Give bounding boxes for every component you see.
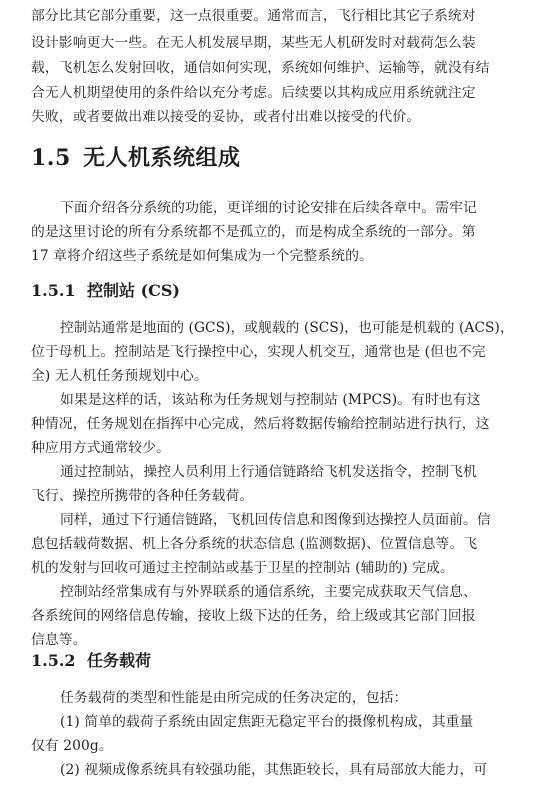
paragraph-line: 仅有 200g。 <box>31 738 113 754</box>
paragraph-line: 全) 无人机任务预规划中心。 <box>31 368 208 384</box>
subsection-heading <box>31 650 151 672</box>
section-title: 无人机系统组成 <box>83 145 241 171</box>
paragraph-line: 位于母机上。控制站是飞行操控中心，实现人机交互，通常也是 (但也不完 <box>31 344 486 360</box>
paragraph-line: (2) 视频成像系统具有较强功能，其焦距较长，具有局部放大能力，可 <box>60 762 488 778</box>
subsection-title: 任务载荷 <box>87 651 152 670</box>
paragraph-line: 机的发射与回收可通过主控制站或基于卫星的控制站 (辅助的) 完成。 <box>31 560 454 576</box>
paragraph-line: 同样，通过下行通信链路，飞机回传信息和图像到达操控人员面前。信 <box>60 512 491 528</box>
section-paragraph-line: 17 章将介绍这些子系统是如何集成为一个完整系统的。 <box>31 248 373 264</box>
paragraph-line: (1) 简单的载荷子系统由固定焦距无稳定平台的摄像机构成，其重量 <box>60 714 474 730</box>
subsection-number: 1.5.2 <box>31 651 76 670</box>
section-heading <box>31 143 241 173</box>
paragraph-line: 控制站经常集成有与外界联系的通信系统，主要完成获取天气信息、 <box>60 584 477 600</box>
paragraph-line: 任务载荷的类型和性能是由所完成的任务决定的，包括： <box>60 690 408 706</box>
paragraph-line: 种情况，任务规划在指挥中心完成，然后将数据传输给控制站进行执行，这 <box>31 416 490 432</box>
intro-line: 失败，或者要做出难以接受的妥协，或者付出难以接受的代价。 <box>31 109 421 125</box>
paragraph-line: 各系统间的网络信息传输，接收上级下达的任务，给上级或其它部门回报 <box>31 608 476 624</box>
paragraph-line: 控制站通常是地面的 (GCS)，或舰载的 (SCS)，也可能是机载的 (ACS)， <box>60 320 514 336</box>
intro-line: 合无人机期望使用的条件给以充分考虑。后续要以其构成应用系统就注定 <box>31 85 476 101</box>
paragraph-line: 通过控制站，操控人员利用上行通信链路给飞机发送指令，控制飞机 <box>60 464 477 480</box>
section-paragraph-line: 的是这里讨论的所有分系统都不是孤立的，而是构成全系统的一部分。第 <box>31 224 476 240</box>
paragraph-line: 信息等。 <box>31 632 87 648</box>
section-number: 1.5 <box>31 145 71 171</box>
section-paragraph-line: 下面介绍各分系统的功能，更详细的讨论安排在后续各章中。需牢记 <box>60 200 477 216</box>
paragraph-line: 飞行、操控所携带的各种任务载荷。 <box>31 488 254 504</box>
subsection-title: 控制站 (CS) <box>87 281 181 300</box>
paragraph-line: 息包括载荷数据、机上各分系统的状态信息 (监测数据)、位置信息等。飞 <box>31 536 478 552</box>
intro-line: 载，飞机怎么发射回收，通信如何实现，系统如何维护、运输等，就没有结 <box>31 60 490 76</box>
paragraph-line: 种应用方式通常较少。 <box>31 440 170 456</box>
intro-line: 部分比其它部分重要，这一点很重要。通常而言，飞行相比其它子系统对 <box>31 8 476 24</box>
subsection-heading <box>31 280 180 302</box>
intro-line: 设计影响更大一些。在无人机发展早期，某些无人机研发时对载荷怎么装 <box>31 35 476 51</box>
subsection-number: 1.5.1 <box>31 281 76 300</box>
paragraph-line: 如果是这样的话，该站称为任务规划与控制站 (MPCS)。有时也有这 <box>60 392 481 408</box>
